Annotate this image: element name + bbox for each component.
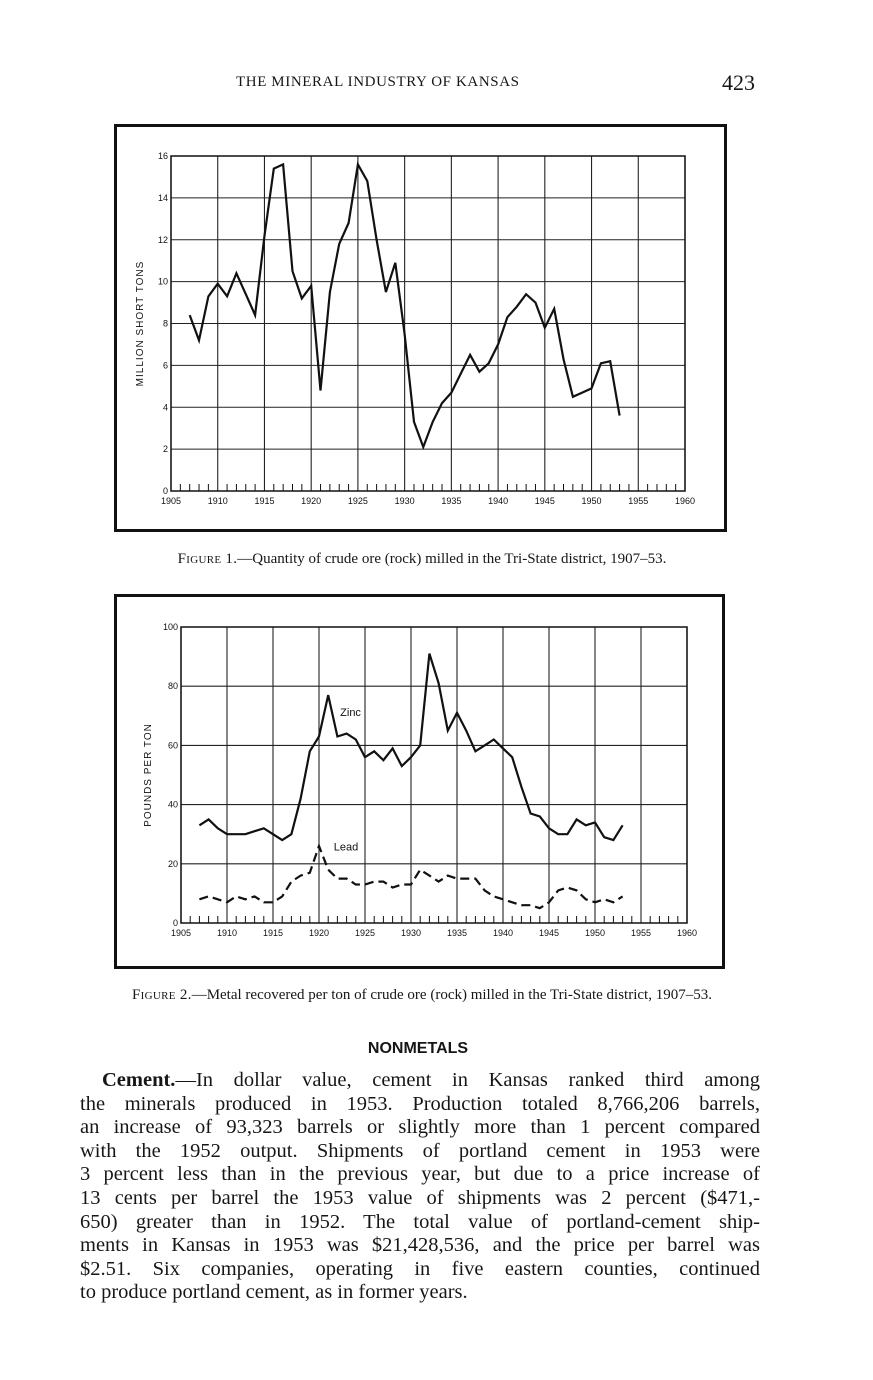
paragraph-line: 13 cents per barrel the 1953 value of shipments was 2 percent ($471,- <box>80 1186 760 1209</box>
x-tick-label: 1960 <box>674 496 696 506</box>
paragraph-line <box>80 1069 760 1093</box>
figure-2-label: Figure 2. <box>132 987 192 1003</box>
x-tick-label: 1935 <box>446 928 468 938</box>
x-tick-label: 1910 <box>207 496 228 506</box>
y-tick-label: 2 <box>162 444 168 455</box>
x-tick-label: 1915 <box>262 928 284 938</box>
x-tick-label: 1920 <box>308 928 330 938</box>
x-tick-label: 1945 <box>538 928 560 938</box>
paragraph-line: $2.51. Six companies, operating in five eastern counties, continued <box>80 1257 760 1280</box>
x-tick-label: 1925 <box>354 928 376 938</box>
figure-1 <box>114 124 727 532</box>
series-label-zinc: Zinc <box>340 706 361 719</box>
paragraph-line: 3 percent less than in the previous year, but due to a price increase of <box>80 1163 760 1186</box>
x-tick-label: 1905 <box>160 496 182 506</box>
x-tick-label: 1935 <box>441 496 462 506</box>
y-tick-label: 12 <box>157 234 168 245</box>
series-label-lead: Lead <box>333 841 359 854</box>
y-tick-label: 16 <box>157 151 168 161</box>
x-tick-label: 1955 <box>628 496 649 506</box>
x-tick-label: 1910 <box>216 928 238 938</box>
x-tick-label: 1930 <box>400 928 422 938</box>
x-tick-label: 1930 <box>394 496 415 506</box>
metal-recovered-line-chart <box>117 597 722 966</box>
y-tick-label: 0 <box>172 918 178 928</box>
paragraph-line: ments in Kansas in 1953 was $21,428,536, and the price per barrel was <box>80 1234 760 1257</box>
paragraph-lead: Cement. <box>102 1069 176 1091</box>
y-tick-label: 4 <box>162 402 168 413</box>
paragraph-line: 650) greater than in 1952. The total value of portland-cement ship- <box>80 1210 760 1233</box>
x-tick-label: 1925 <box>347 496 368 506</box>
figure-1-caption-text: —Quantity of crude ore (rock) milled in the Tri-State district, 1907–53. <box>237 551 667 567</box>
y-axis-label: POUNDS PER TON <box>143 723 154 827</box>
running-head: THE MINERAL INDUSTRY OF KANSAS <box>236 74 520 90</box>
y-tick-label: 8 <box>162 318 168 329</box>
paragraph-line: with the 1952 output. Shipments of portland cement in 1953 were <box>80 1139 760 1162</box>
paragraph-line-text: —In dollar value, cement in Kansas ranked third among <box>175 1069 760 1091</box>
y-tick-label: 80 <box>167 681 178 692</box>
y-tick-label: 0 <box>162 486 168 496</box>
paragraph-line: to produce portland cement, as in former years. <box>80 1281 468 1304</box>
x-tick-label: 1960 <box>676 928 698 938</box>
y-axis-label: MILLION SHORT TONS <box>135 260 146 387</box>
x-tick-label: 1950 <box>584 928 606 938</box>
x-tick-label: 1905 <box>170 928 192 938</box>
x-tick-label: 1915 <box>254 496 275 506</box>
ore-milled-line-chart <box>117 127 724 529</box>
paragraph-line: the minerals produced in 1953. Production totaled 8,766,206 barrels, <box>80 1092 760 1115</box>
x-tick-label: 1940 <box>488 496 509 506</box>
y-tick-label: 60 <box>167 740 178 751</box>
grid <box>171 156 685 491</box>
x-tick-label: 1950 <box>581 496 602 506</box>
section-heading: NONMETALS <box>367 1040 469 1057</box>
figure-2-caption-text: —Metal recovered per ton of crude ore (rock) milled in the Tri-State district, 1907–53. <box>191 987 712 1003</box>
x-tick-label: 1940 <box>492 928 514 938</box>
x-tick-label: 1955 <box>630 928 652 938</box>
figure-1-label: Figure 1. <box>177 551 238 567</box>
figure-2 <box>114 594 725 969</box>
y-tick-label: 10 <box>157 276 168 287</box>
y-tick-label: 40 <box>167 799 178 810</box>
page-number: 423 <box>722 70 755 95</box>
y-tick-label: 14 <box>157 192 168 203</box>
y-tick-label: 20 <box>167 858 178 869</box>
y-tick-label: 100 <box>162 622 178 632</box>
y-tick-label: 6 <box>162 360 168 371</box>
figure-1-caption <box>82 551 762 568</box>
paragraph-line: an increase of 93,323 barrels or slightly more than 1 percent compared <box>80 1116 760 1139</box>
x-tick-label: 1945 <box>534 496 555 506</box>
figure-2-caption <box>82 987 762 1004</box>
x-tick-label: 1920 <box>301 496 322 506</box>
cement-paragraph <box>80 1069 760 1305</box>
